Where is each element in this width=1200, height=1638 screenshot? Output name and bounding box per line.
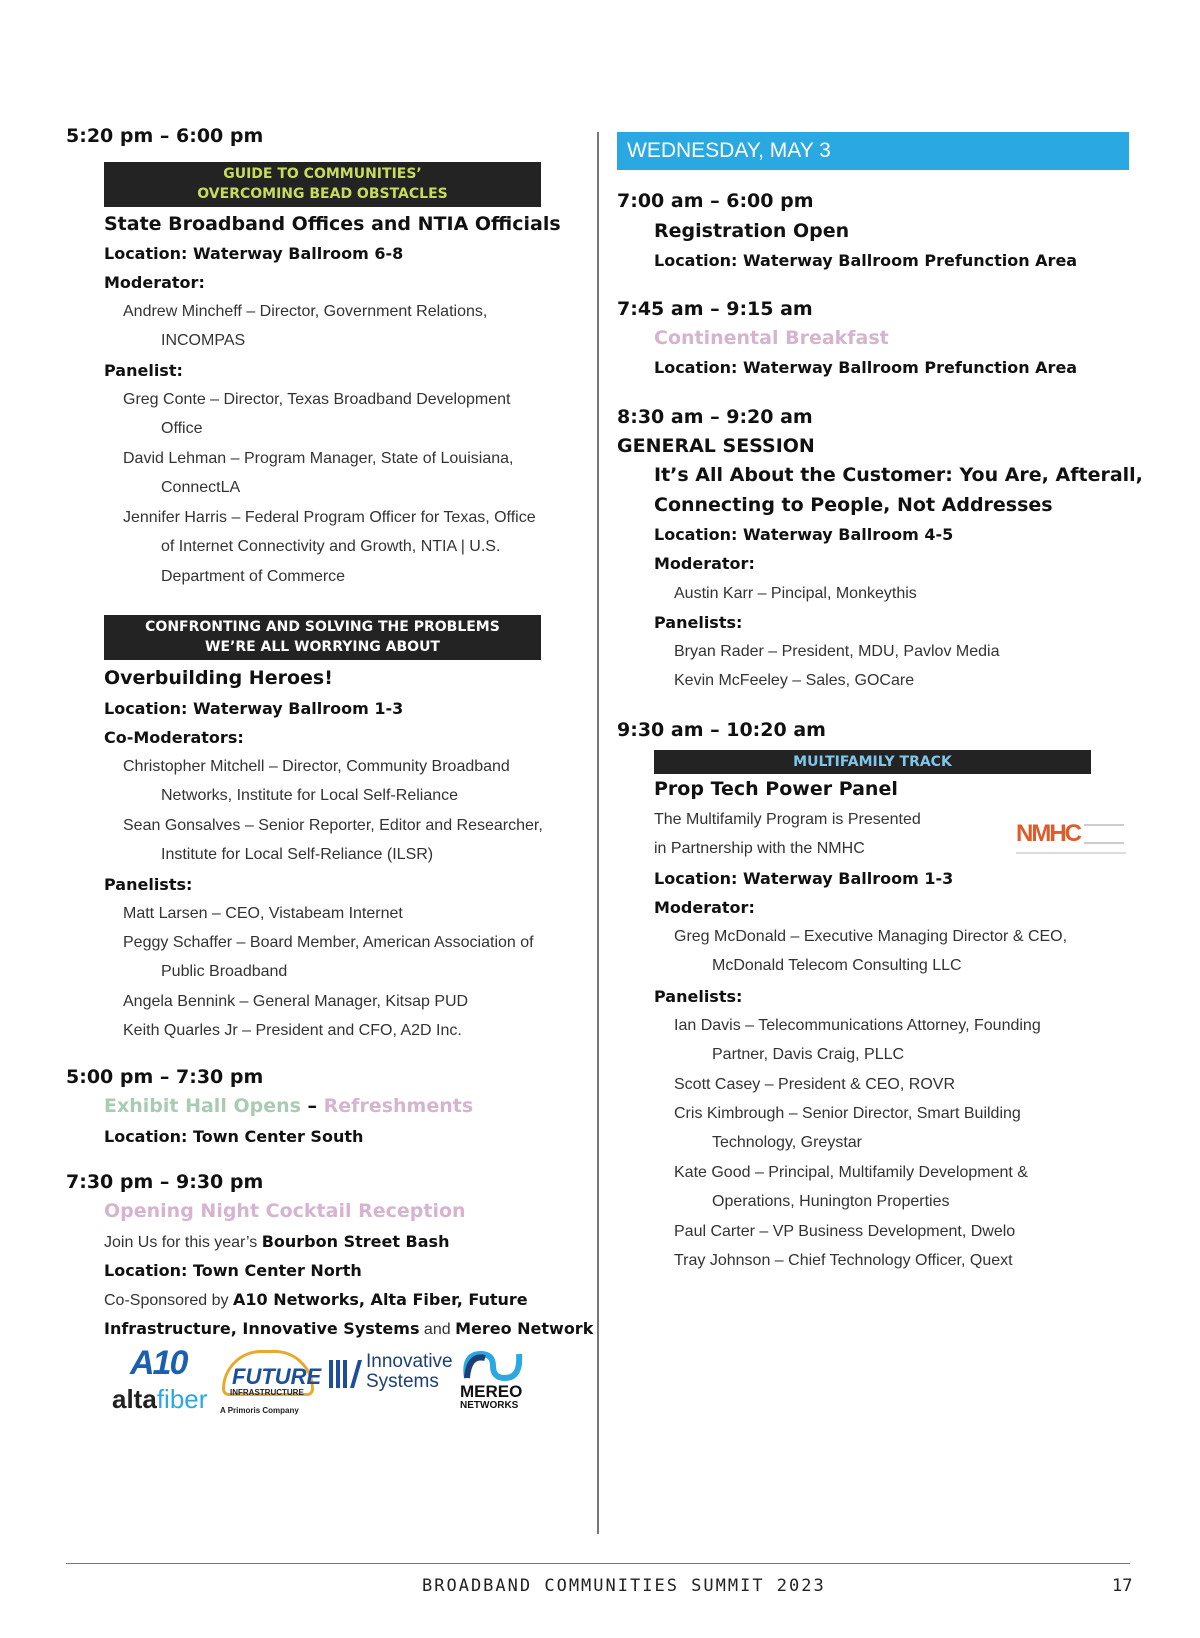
person-line: Austin Karr – Pincipal, Monkeythis bbox=[674, 585, 917, 602]
panelist-label: Panelists: bbox=[654, 987, 743, 1006]
person-line: Matt Larsen – CEO, Vistabeam Internet bbox=[123, 905, 403, 922]
session-location: Location: Town Center North bbox=[104, 1261, 362, 1280]
desc-bold: Bourbon Street Bash bbox=[261, 1232, 450, 1251]
banner-line: OVERCOMING BEAD OBSTACLES bbox=[197, 186, 448, 202]
session-location: Location: Waterway Ballroom 1-3 bbox=[654, 869, 954, 888]
future-infrastructure-logo bbox=[220, 1350, 320, 1420]
person-line: Public Broadband bbox=[161, 963, 288, 981]
session-location: Location: Waterway Ballroom 1-3 bbox=[104, 699, 404, 718]
mereo-networks-logo bbox=[459, 1348, 529, 1414]
panelist-entry bbox=[674, 1011, 1134, 1070]
person-line: Office bbox=[161, 420, 203, 438]
session-location: Location: Town Center South bbox=[104, 1127, 364, 1146]
systems-text: Systems bbox=[366, 1371, 439, 1392]
mereo-sub-text: NETWORKS bbox=[460, 1400, 519, 1411]
session-time: 5:00 pm – 7:30 pm bbox=[66, 1066, 264, 1088]
session-title: Registration Open bbox=[654, 220, 850, 242]
session-time: 8:30 am – 9:20 am bbox=[617, 406, 813, 428]
banner-line: GUIDE TO COMMUNITIES’ bbox=[223, 166, 422, 182]
innovative-systems-icon bbox=[328, 1356, 362, 1390]
future-logo-text: FUTURE bbox=[232, 1364, 322, 1389]
person-line: Ian Davis – Telecommunications Attorney, Founding bbox=[674, 1017, 1041, 1034]
banner-line: MULTIFAMILY TRACK bbox=[793, 754, 952, 770]
nmhc-small-lines bbox=[1084, 824, 1124, 844]
person-line: Andrew Mincheff – Director, Government Relations, bbox=[123, 303, 488, 320]
mereo-text: MEREO bbox=[460, 1382, 523, 1401]
refreshments-title: Refreshments bbox=[323, 1095, 474, 1117]
banner-line: CONFRONTING AND SOLVING THE PROBLEMS bbox=[145, 619, 500, 635]
alta-text: alta bbox=[112, 1384, 157, 1414]
person-line: Partner, Davis Craig, PLLC bbox=[712, 1046, 905, 1064]
session-description: The Multifamily Program is Presented bbox=[654, 811, 921, 828]
moderator-label: Moderator: bbox=[104, 273, 205, 292]
sponsor-text bbox=[104, 1285, 528, 1315]
session-location: Location: Waterway Ballroom 4-5 bbox=[654, 525, 954, 544]
session-location: Location: Waterway Ballroom 6-8 bbox=[104, 244, 404, 263]
nmhc-logo-text: NMHC bbox=[1016, 820, 1080, 847]
panelist-entry bbox=[674, 1246, 1134, 1275]
person-line: Networks, Institute for Local Self-Reliance bbox=[161, 787, 459, 805]
session-title: Continental Breakfast bbox=[654, 327, 889, 349]
a10-altafiber-logo bbox=[112, 1344, 212, 1414]
person-line: Christopher Mitchell – Director, Community Broadband bbox=[123, 758, 510, 775]
page-number: 17 bbox=[1112, 1576, 1133, 1596]
session-description bbox=[104, 1227, 449, 1257]
footer-title: BROADBAND COMMUNITIES SUMMIT 2023 bbox=[422, 1576, 826, 1596]
moderator-entry bbox=[123, 297, 573, 356]
moderator-entry bbox=[123, 752, 583, 811]
person-line: Scott Casey – President & CEO, ROVR bbox=[674, 1076, 955, 1093]
moderator-label: Moderator: bbox=[654, 554, 755, 573]
panelist-entry bbox=[123, 444, 573, 503]
future-sub-text: INFRASTRUCTURE bbox=[230, 1388, 304, 1397]
track-banner bbox=[104, 615, 541, 660]
session-time: 7:30 pm – 9:30 pm bbox=[66, 1171, 264, 1193]
panelist-entry bbox=[674, 1099, 1134, 1158]
moderator-entry bbox=[674, 579, 1114, 608]
primoris-tag: A Primoris Company bbox=[220, 1406, 299, 1415]
panelist-entry bbox=[123, 928, 593, 987]
moderator-entry bbox=[123, 811, 583, 870]
person-line: Technology, Greystar bbox=[712, 1134, 862, 1152]
session-title: Overbuilding Heroes! bbox=[104, 667, 333, 689]
title-separator: – bbox=[300, 1095, 324, 1117]
person-line: Greg Conte – Director, Texas Broadband Development bbox=[123, 391, 511, 408]
panelist-entry bbox=[123, 503, 583, 591]
sponsor-text bbox=[104, 1314, 593, 1344]
person-line: Operations, Hunington Properties bbox=[712, 1193, 950, 1211]
person-line: Cris Kimbrough – Senior Director, Smart Building bbox=[674, 1105, 1021, 1122]
mereo-infinity-icon bbox=[459, 1348, 527, 1384]
desc-text: Co-Sponsored by bbox=[104, 1292, 233, 1309]
person-line: of Internet Connectivity and Growth, NTIA | U.S. bbox=[161, 538, 501, 556]
desc-text: and bbox=[419, 1321, 456, 1338]
exhibit-hall-title: Exhibit Hall Opens bbox=[104, 1095, 301, 1117]
moderator-entry bbox=[674, 922, 1134, 981]
banner-line: WE’RE ALL WORRYING ABOUT bbox=[205, 639, 440, 655]
desc-bold: Infrastructure, Innovative Systems bbox=[104, 1319, 420, 1338]
session-title: Opening Night Cocktail Reception bbox=[104, 1200, 466, 1222]
panelist-label: Panelists: bbox=[654, 613, 743, 632]
moderator-label: Moderator: bbox=[654, 898, 755, 917]
altafiber-logo-text bbox=[112, 1384, 207, 1415]
panelist-entry bbox=[123, 385, 573, 444]
session-title bbox=[104, 1092, 473, 1121]
person-line: Sean Gonsalves – Senior Reporter, Editor and Researcher, bbox=[123, 817, 543, 834]
track-banner bbox=[654, 750, 1091, 774]
nmhc-underline bbox=[1016, 852, 1126, 854]
session-time: 9:30 am – 10:20 am bbox=[617, 719, 826, 741]
person-line: Kevin McFeeley – Sales, GOCare bbox=[674, 672, 915, 689]
person-line: Angela Bennink – General Manager, Kitsap PUD bbox=[123, 993, 469, 1010]
session-title: Connecting to People, Not Addresses bbox=[654, 494, 1053, 516]
person-line: Greg McDonald – Executive Managing Director & CEO, bbox=[674, 928, 1068, 945]
panelist-entry bbox=[123, 899, 583, 928]
panelist-entry bbox=[674, 637, 1114, 666]
person-line: Bryan Rader – President, MDU, Pavlov Media bbox=[674, 643, 1000, 660]
track-banner bbox=[104, 162, 541, 207]
footer-rule bbox=[66, 1563, 1130, 1564]
person-line: Jennifer Harris – Federal Program Officer for Texas, Office bbox=[123, 509, 536, 526]
innovative-systems-logo bbox=[328, 1352, 453, 1396]
innovative-text: Innovative bbox=[366, 1351, 453, 1372]
panelist-label: Panelist: bbox=[104, 361, 183, 380]
panelist-entry bbox=[674, 666, 1114, 695]
person-line: McDonald Telecom Consulting LLC bbox=[712, 957, 962, 975]
panelist-entry bbox=[123, 987, 583, 1016]
person-line: ConnectLA bbox=[161, 479, 241, 497]
session-location: Location: Waterway Ballroom Prefunction Area bbox=[654, 358, 1078, 377]
panelist-label: Panelists: bbox=[104, 875, 193, 894]
person-line: Paul Carter – VP Business Development, Dwelo bbox=[674, 1223, 1016, 1240]
session-time: 7:45 am – 9:15 am bbox=[617, 298, 813, 320]
panelist-entry bbox=[123, 1016, 583, 1045]
moderator-label: Co-Moderators: bbox=[104, 728, 244, 747]
session-location: Location: Waterway Ballroom Prefunction Area bbox=[654, 251, 1078, 270]
session-description: in Partnership with the NMHC bbox=[654, 840, 865, 857]
person-line: Peggy Schaffer – Board Member, American Association of bbox=[123, 934, 534, 951]
column-divider bbox=[597, 132, 599, 1534]
panelist-entry bbox=[674, 1217, 1134, 1246]
session-title: Prop Tech Power Panel bbox=[654, 778, 898, 800]
session-title: It’s All About the Customer: You Are, Afterall, bbox=[654, 464, 1143, 486]
general-session-label: GENERAL SESSION bbox=[617, 435, 815, 457]
person-line: Kate Good – Principal, Multifamily Development & bbox=[674, 1164, 1028, 1181]
person-line: Department of Commerce bbox=[161, 567, 346, 585]
person-line: Institute for Local Self-Reliance (ILSR) bbox=[161, 846, 434, 864]
session-time: 7:00 am – 6:00 pm bbox=[617, 190, 814, 212]
panelist-entry bbox=[674, 1158, 1134, 1217]
fiber-text: fiber bbox=[156, 1384, 208, 1414]
panelist-entry bbox=[674, 1070, 1134, 1099]
a10-logo-text: A10 bbox=[130, 1344, 187, 1382]
session-title: State Broadband Offices and NTIA Officials bbox=[104, 213, 561, 235]
desc-bold: Mereo Network bbox=[455, 1319, 594, 1338]
person-line: INCOMPAS bbox=[161, 332, 246, 350]
session-time: 5:20 pm – 6:00 pm bbox=[66, 125, 264, 147]
person-line: Keith Quarles Jr – President and CFO, A2D Inc. bbox=[123, 1022, 462, 1039]
person-line: Tray Johnson – Chief Technology Officer, Quext bbox=[674, 1252, 1013, 1269]
person-line: David Lehman – Program Manager, State of Louisiana, bbox=[123, 450, 514, 467]
day-header: WEDNESDAY, MAY 3 bbox=[617, 132, 1129, 170]
desc-bold: A10 Networks, Alta Fiber, Future bbox=[232, 1290, 528, 1309]
desc-text: Join Us for this year’s bbox=[104, 1234, 262, 1251]
nmhc-logo bbox=[1016, 820, 1128, 860]
